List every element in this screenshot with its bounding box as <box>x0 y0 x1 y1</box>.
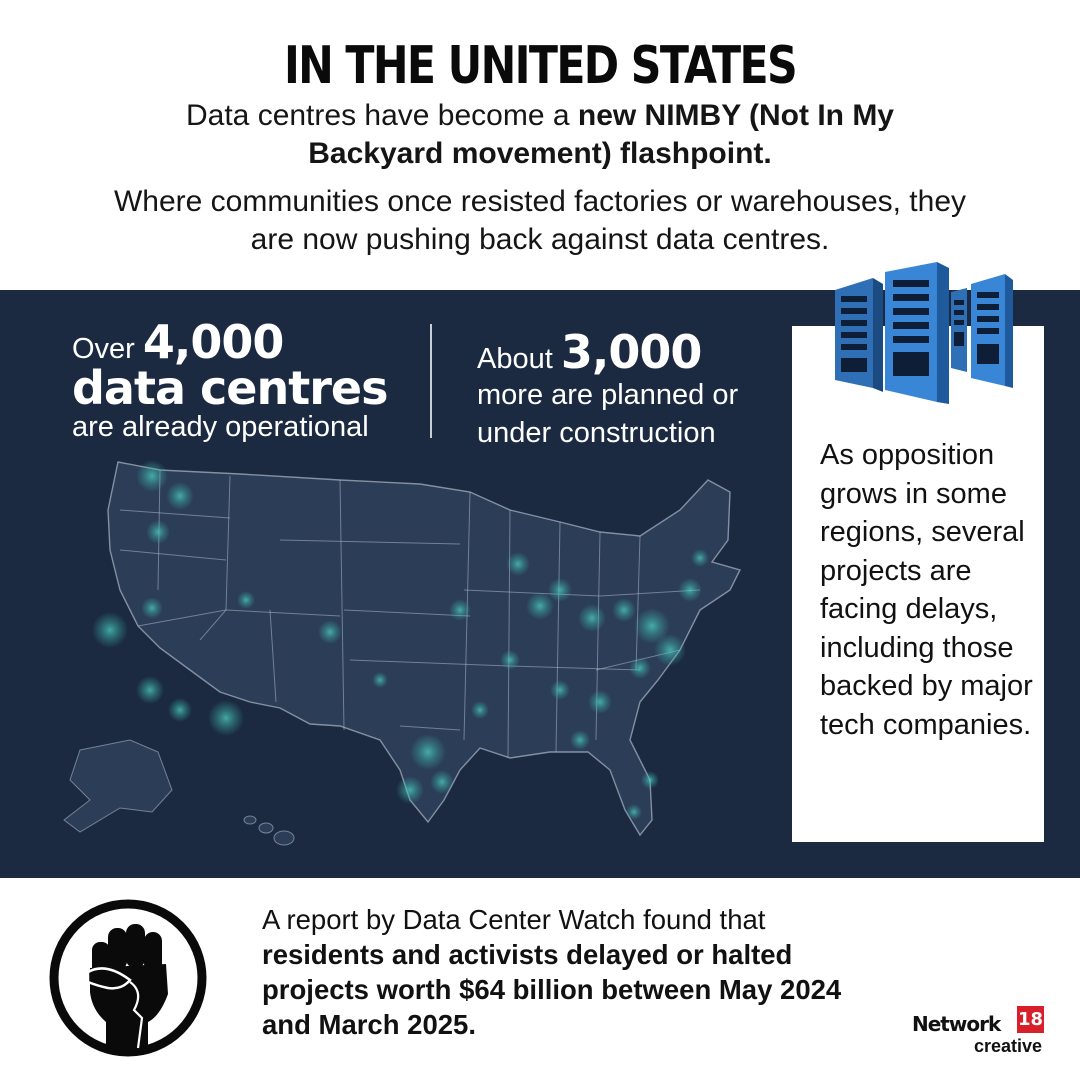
us-map <box>40 440 780 870</box>
network18-logo <box>912 1006 1052 1066</box>
alaska-outline <box>64 740 172 832</box>
report-plain: A report by Data Center Watch found that <box>262 904 766 935</box>
stat-planned-line2: under construction <box>477 417 716 449</box>
server-rack-left <box>835 278 883 392</box>
report-bold: residents and activists delayed or halted projects worth $64 billion between May 2024 and March 2025. <box>262 939 842 1040</box>
stat-operational-label-bold: data centres <box>72 361 388 415</box>
intro-bold: new NIMBY (Not In My Backyard movement) flashpoint. <box>308 99 894 170</box>
us-map-graphic <box>40 440 780 870</box>
opposition-text: As opposition grows in some regions, several projects are facing delays, including those backed by major tech companies. <box>820 439 1033 741</box>
hawaii-outline <box>244 816 294 845</box>
stat-planned <box>477 325 739 452</box>
stat-planned-prefix: About <box>477 343 561 375</box>
server-rack-small <box>951 288 967 372</box>
stat-operational-prefix: Over <box>72 333 143 365</box>
stat-operational-label: are already operational <box>72 411 369 443</box>
footer-section <box>0 878 1080 1080</box>
server-rack-icon <box>825 262 1015 412</box>
brand-sub: creative <box>974 1036 1043 1056</box>
stat-operational <box>72 315 388 444</box>
server-rack-right <box>971 274 1013 388</box>
raised-fist-icon <box>48 898 208 1058</box>
brand-name: Network <box>912 1012 1001 1036</box>
header-section <box>0 0 1080 290</box>
stat-planned-number: 3,000 <box>560 325 702 379</box>
intro-text <box>140 97 940 173</box>
brand-number: 18 <box>1017 1006 1044 1033</box>
intro-secondary-text: Where communities once resisted factories or warehouses, they are now pushing back against data centres. <box>113 185 967 256</box>
stat-divider <box>430 324 432 438</box>
intro-plain: Data centres have become a <box>185 99 578 132</box>
stat-operational-number: 4,000 <box>142 315 284 369</box>
report-text <box>262 902 882 1042</box>
page-title: IN THE UNITED STATES <box>283 36 797 96</box>
server-rack-center <box>885 262 949 404</box>
stat-planned-line1: more are planned or <box>477 379 739 411</box>
